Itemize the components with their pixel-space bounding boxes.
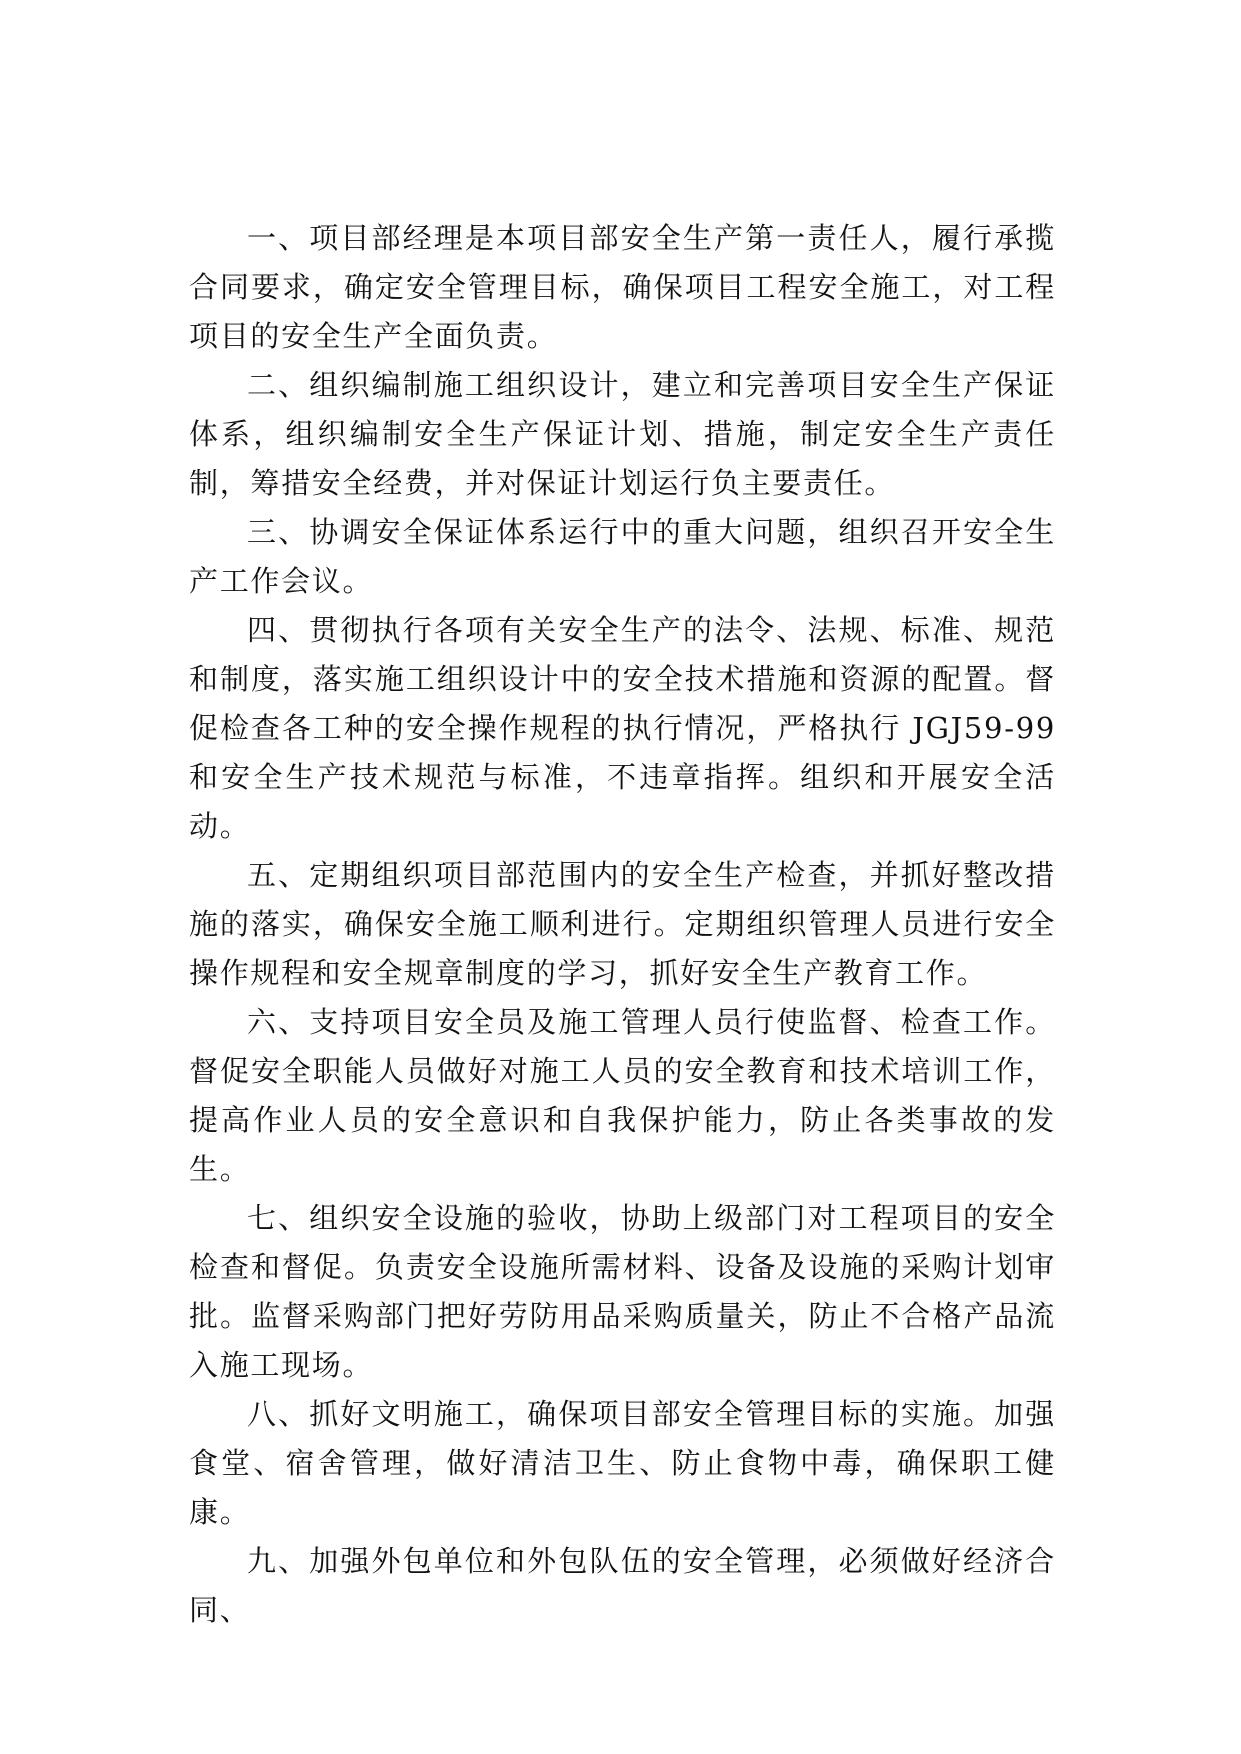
paragraph-3: 三、协调安全保证体系运行中的重大问题，组织召开安全生产工作会议。 (189, 515, 1056, 598)
paragraph-7: 七、组织安全设施的验收，协助上级部门对工程项目的安全检查和督促。负责安全设施所需材料、设备及设施的采购计划审批。监督采购部门把好劳防用品采购质量关，防止不合格产品流入施工现场。 (189, 1201, 1056, 1382)
paragraph-8: 八、抓好文明施工，确保项目部安全管理目标的实施。加强食堂、宿舍管理，做好清洁卫生、防止食物中毒，确保职工健康。 (189, 1397, 1056, 1529)
paragraph-9: 九、加强外包单位和外包队伍的安全管理，必须做好经济合同、 (189, 1544, 1056, 1627)
paragraph-1: 一、项目部经理是本项目部安全生产第一责任人，履行承揽合同要求，确定安全管理目标，确保项目工程安全施工，对工程项目的安全生产全面负责。 (189, 221, 1056, 353)
document-body (189, 214, 1056, 1635)
paragraph-5: 五、定期组织项目部范围内的安全生产检查，并抓好整改措施的落实，确保安全施工顺利进行。定期组织管理人员进行安全操作规程和安全规章制度的学习，抓好安全生产教育工作。 (189, 858, 1056, 990)
paragraph-4: 四、贯彻执行各项有关安全生产的法令、法规、标准、规范和制度，落实施工组织设计中的安全技术措施和资源的配置。督促检查各工种的安全操作规程的执行情况，严格执行 JGJ59-99 和安全生产技术规范与标准，不违章指挥。组织和开展安全活动。 (189, 613, 1056, 843)
paragraph-2: 二、组织编制施工组织设计，建立和完善项目安全生产保证体系，组织编制安全生产保证计划、措施，制定安全生产责任制，筹措安全经费，并对保证计划运行负主要责任。 (189, 368, 1056, 500)
paragraph-6: 六、支持项目安全员及施工管理人员行使监督、检查工作。督促安全职能人员做好对施工人员的安全教育和技术培训工作，提高作业人员的安全意识和自我保护能力，防止各类事故的发生。 (189, 1005, 1056, 1186)
